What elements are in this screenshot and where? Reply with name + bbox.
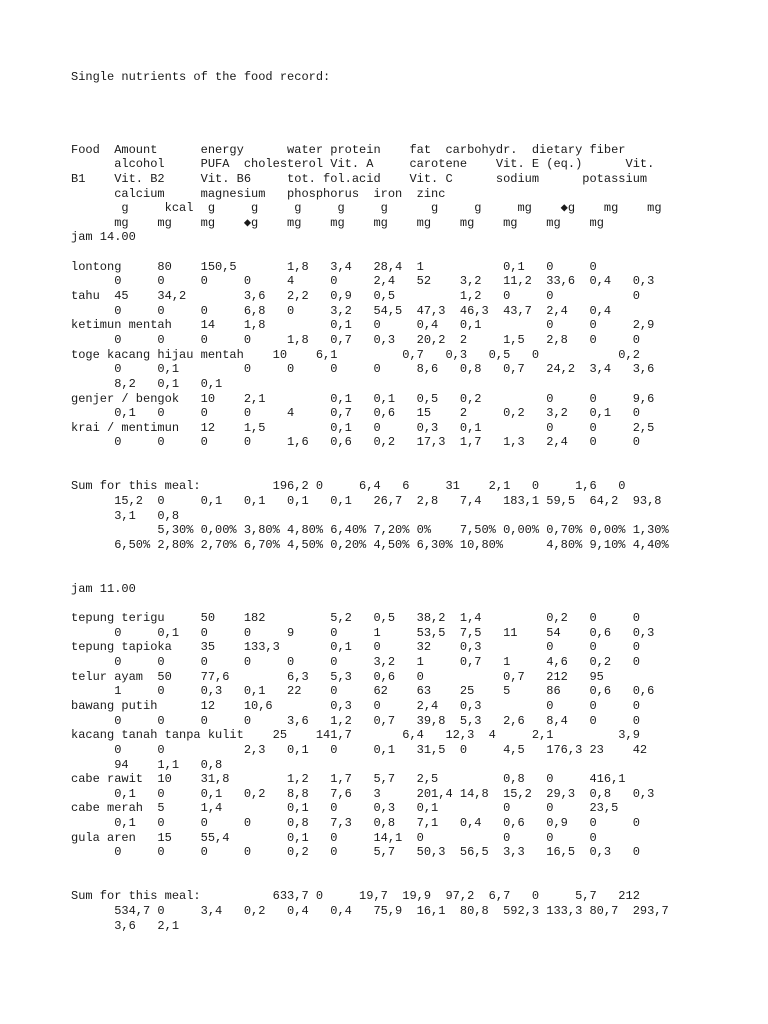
record-line: tepung tapioka 35 133,3 0,1 0 32 0,3 0 0 0 <box>71 640 640 655</box>
title-spacer <box>71 85 761 143</box>
nutrient-table-text <box>71 143 761 934</box>
record-line: kacang tanah tanpa kulit 25 141,7 6,4 12,3 4 2,1 3,9 <box>71 728 640 743</box>
record-line <box>71 245 761 260</box>
record-line <box>71 567 761 582</box>
record-line: calcium magnesium phosphorus iron zinc <box>71 186 446 201</box>
record-line <box>71 597 761 612</box>
record-line <box>71 465 761 480</box>
record-line <box>71 450 761 465</box>
record-line: tepung terigu 50 182 5,2 0,5 38,2 1,4 0,2 0 0 <box>71 611 640 626</box>
record-line: 0 0,1 0 0 9 0 1 53,5 7,5 11 54 0,6 0,3 <box>71 625 655 640</box>
record-line: 0 0 0 0 3,6 1,2 0,7 39,8 5,3 2,6 8,4 0 0 <box>71 713 640 728</box>
record-line: B1 Vit. B2 Vit. B6 tot. fol.acid Vit. C sodium potassium <box>71 171 648 186</box>
record-line: lontong 80 150,5 1,8 3,4 28,4 1 0,1 0 0 <box>71 259 597 274</box>
record-line: 5,30% 0,00% 3,80% 4,80% 6,40% 7,20% 0% 7,50% 0,00% 0,70% 0,00% 1,30% <box>71 523 669 538</box>
record-line: bawang putih 12 10,6 0,3 0 2,4 0,3 0 0 0 <box>71 698 640 713</box>
record-line: 0,1 0 0,1 0,2 8,8 7,6 3 201,4 14,8 15,2 29,3 0,8 0,3 <box>71 786 655 801</box>
record-line: 1 0 0,3 0,1 22 0 62 63 25 5 86 0,6 0,6 <box>71 684 655 699</box>
record-line: 0 0,1 0 0 0 0 8,6 0,8 0,7 24,2 3,4 3,6 <box>71 362 655 377</box>
record-line: jam 11.00 <box>71 581 136 596</box>
record-line: 0,1 0 0 0 4 0,7 0,6 15 2 0,2 3,2 0,1 0 <box>71 406 640 421</box>
record-line: jam 14.00 <box>71 230 136 245</box>
record-line: gula aren 15 55,4 0,1 0 14,1 0 0 0 0 <box>71 830 597 845</box>
record-line: 3,1 0,8 <box>71 508 180 523</box>
record-line: 0 0 0 0 4 0 2,4 52 3,2 11,2 33,6 0,4 0,3 <box>71 274 655 289</box>
record-line: 0 0 0 6,8 0 3,2 54,5 47,3 46,3 43,7 2,4 0,4 <box>71 303 612 318</box>
food-record-document <box>71 70 761 933</box>
record-line: 15,2 0 0,1 0,1 0,1 0,1 26,7 2,8 7,4 183,1 59,5 64,2 93,8 <box>71 494 662 509</box>
record-line: toge kacang hijau mentah 10 6,1 0,7 0,3 0,5 0 0,2 <box>71 347 640 362</box>
record-line: mg mg mg ◆g mg mg mg mg mg mg mg mg <box>71 215 604 230</box>
record-line: 0 0 0 0 0 0 3,2 1 0,7 1 4,6 0,2 0 <box>71 655 640 670</box>
record-line: Sum for this meal: 196,2 0 6,4 6 31 2,1 0 1,6 0 <box>71 479 626 494</box>
record-line: 0 0 0 0 1,6 0,6 0,2 17,3 1,7 1,3 2,4 0 0 <box>71 435 640 450</box>
record-line: 0 0 0 0 0,2 0 5,7 50,3 56,5 3,3 16,5 0,3 0 <box>71 845 640 860</box>
record-line: 0 0 0 0 1,8 0,7 0,3 20,2 2 1,5 2,8 0 0 <box>71 332 640 347</box>
record-line: krai / mentimun 12 1,5 0,1 0 0,3 0,1 0 0 2,5 <box>71 420 655 435</box>
record-line: genjer / bengok 10 2,1 0,1 0,1 0,5 0,2 0 0 9,6 <box>71 391 655 406</box>
record-line: 8,2 0,1 0,1 <box>71 376 223 391</box>
record-line: alcohol PUFA cholesterol Vit. A carotene Vit. E (eq.) Vit. <box>71 157 655 172</box>
record-line: 0,1 0 0 0 0,8 7,3 0,8 7,1 0,4 0,6 0,9 0 0 <box>71 816 640 831</box>
record-line <box>71 875 761 890</box>
record-line: 94 1,1 0,8 <box>71 757 223 772</box>
record-line: 0 0 2,3 0,1 0 0,1 31,5 0 4,5 176,3 23 42 <box>71 742 648 757</box>
record-line <box>71 860 761 875</box>
record-line: 6,50% 2,80% 2,70% 6,70% 4,50% 0,20% 4,50% 6,30% 10,80% 4,80% 9,10% 4,40% <box>71 537 669 552</box>
record-line: Sum for this meal: 633,7 0 19,7 19,9 97,2 6,7 0 5,7 212 <box>71 889 640 904</box>
record-line: 3,6 2,1 <box>71 918 180 933</box>
record-line: ketimun mentah 14 1,8 0,1 0 0,4 0,1 0 0 2,9 <box>71 318 655 333</box>
record-line <box>71 553 761 568</box>
record-line: g kcal g g g g g g g mg ◆g mg mg <box>71 201 662 216</box>
record-line: Food Amount energy water protein fat carbohydr. dietary fiber <box>71 142 626 157</box>
record-line: cabe rawit 10 31,8 1,2 1,7 5,7 2,5 0,8 0 416,1 <box>71 772 626 787</box>
record-line: tahu 45 34,2 3,6 2,2 0,9 0,5 1,2 0 0 0 <box>71 289 640 304</box>
record-line: 534,7 0 3,4 0,2 0,4 0,4 75,9 16,1 80,8 592,3 133,3 80,7 293,7 <box>71 903 669 918</box>
record-line: cabe merah 5 1,4 0,1 0 0,3 0,1 0 0 23,5 <box>71 801 619 816</box>
document-title: Single nutrients of the food record: <box>71 70 331 84</box>
record-line: telur ayam 50 77,6 6,3 5,3 0,6 0 0,7 212 95 <box>71 669 604 684</box>
